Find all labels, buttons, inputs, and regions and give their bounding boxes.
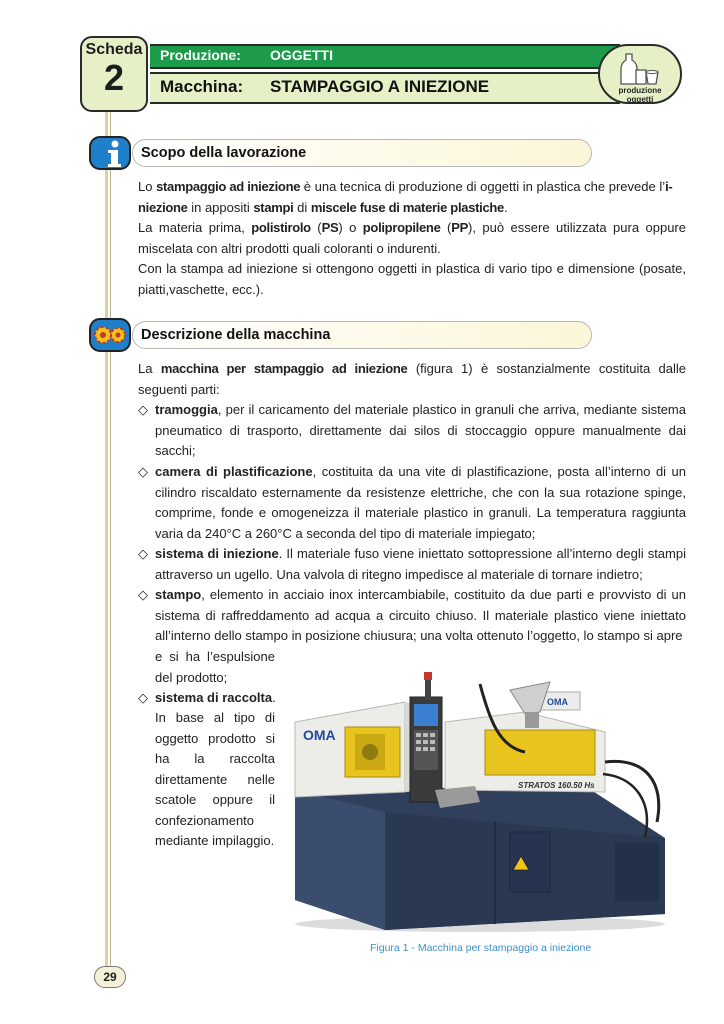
header-production-bar (150, 44, 620, 69)
scheda-number: 2 (103, 57, 125, 98)
page-number: 29 (94, 966, 126, 988)
bottle-glass-icon (600, 48, 680, 88)
scopo-paragraph-1: Lo stampaggio ad iniezione è una tecnica di produzione di oggetti in plastica che prevede l’i- niezione in appositi stampi di miscele fuse di materie plastiche. (138, 179, 673, 215)
machine-label: Macchina: (160, 77, 244, 96)
info-icon (88, 135, 132, 171)
section-header-scopo (132, 139, 592, 167)
model-label: STRATOS 160.50 Hs (518, 781, 595, 790)
brand-logo-small: OMA (547, 697, 568, 707)
descrizione-intro: La macchina per stampaggio ad iniezione (figura 1) è sostanzialmente costituita dalle seguenti parti: (138, 361, 687, 397)
figure-caption: Figura 1 - Macchina per stampaggio a iniezione (370, 942, 592, 954)
gears-icon (88, 317, 132, 353)
production-label: Produzione: (160, 47, 241, 63)
list-item: ◇ tramoggia, per il caricamento del materiale plastico in granuli che arriva, mediante sistema pneumatico di trasporto, direttamente dai silos di stoccaggio oppure manualmente dai sacchi; (138, 402, 686, 458)
machine-value: STAMPAGGIO A INIEZIONE (270, 77, 490, 96)
list-item: ◇ stampo, elemento in acciaio inox intercambiabile, costituito da due parti e provvisto di un sistema di raffreddamento ad acqua a circuito chiuso. Il materiale plastico viene iniettato all’interno dello stampo in posizione chiusura; una volta ottenuto l’oggetto, lo stampo si apre (138, 587, 686, 643)
list-item: ◇ sistema di iniezione. Il materiale fuso viene iniettato sottopressione all’interno degli stampi attraverso un ugello. Una valvola di ritegno impedisce al materiale di tornare indietro; (138, 546, 686, 582)
scheda-label: Scheda (85, 41, 143, 58)
scopo-paragraph-2: La materia prima, polistirolo (PS) o polipropilene (PP), può essere utilizzata pura oppure miscelata con altri prodotti quali coloranti o indurenti. (138, 220, 686, 256)
injection-molding-machine-image (285, 662, 675, 934)
badge-text: produzione oggetti (618, 86, 662, 104)
scheda-tab (80, 36, 148, 112)
list-item-continuation: e si ha l’espulsione del prodotto; (155, 649, 275, 685)
header-machine-bar (150, 72, 620, 104)
section-header-descrizione (132, 321, 592, 349)
list-item-continuation: In base al tipo di oggetto prodotto si ha la raccolta direttamente nelle scatole oppure il confezionamento mediante impilaggio. (155, 710, 275, 848)
production-badge (598, 44, 682, 104)
brand-logo: OMA (303, 727, 336, 743)
margin-rule (105, 110, 108, 968)
scopo-paragraph-3: Con la stampa ad iniezione si ottengono oggetti in plastica di vario tipo e dimensione (posate, piatti,vaschette, ecc.). (138, 261, 686, 297)
list-item: ◇ sistema di raccolta. (138, 690, 276, 705)
production-value: OGGETTI (270, 47, 333, 63)
list-item: ◇ camera di plastificazione, costituita da una vite di plastificazione, posta all’interno di un cilindro riscaldato esternamente da resistenze elettriche, che con la sua rotazione spinge, comprime, fonde e omogeneizza il materiale plastico in granuli. La temperatura raggiunta varia da 240°C a 260°C a seconda del tipo di materiale impiegato; (138, 464, 686, 541)
margin-rule-inner (110, 110, 111, 968)
section-title: Descrizione della macchina (141, 327, 331, 343)
section-title: Scopo della lavorazione (141, 145, 307, 161)
